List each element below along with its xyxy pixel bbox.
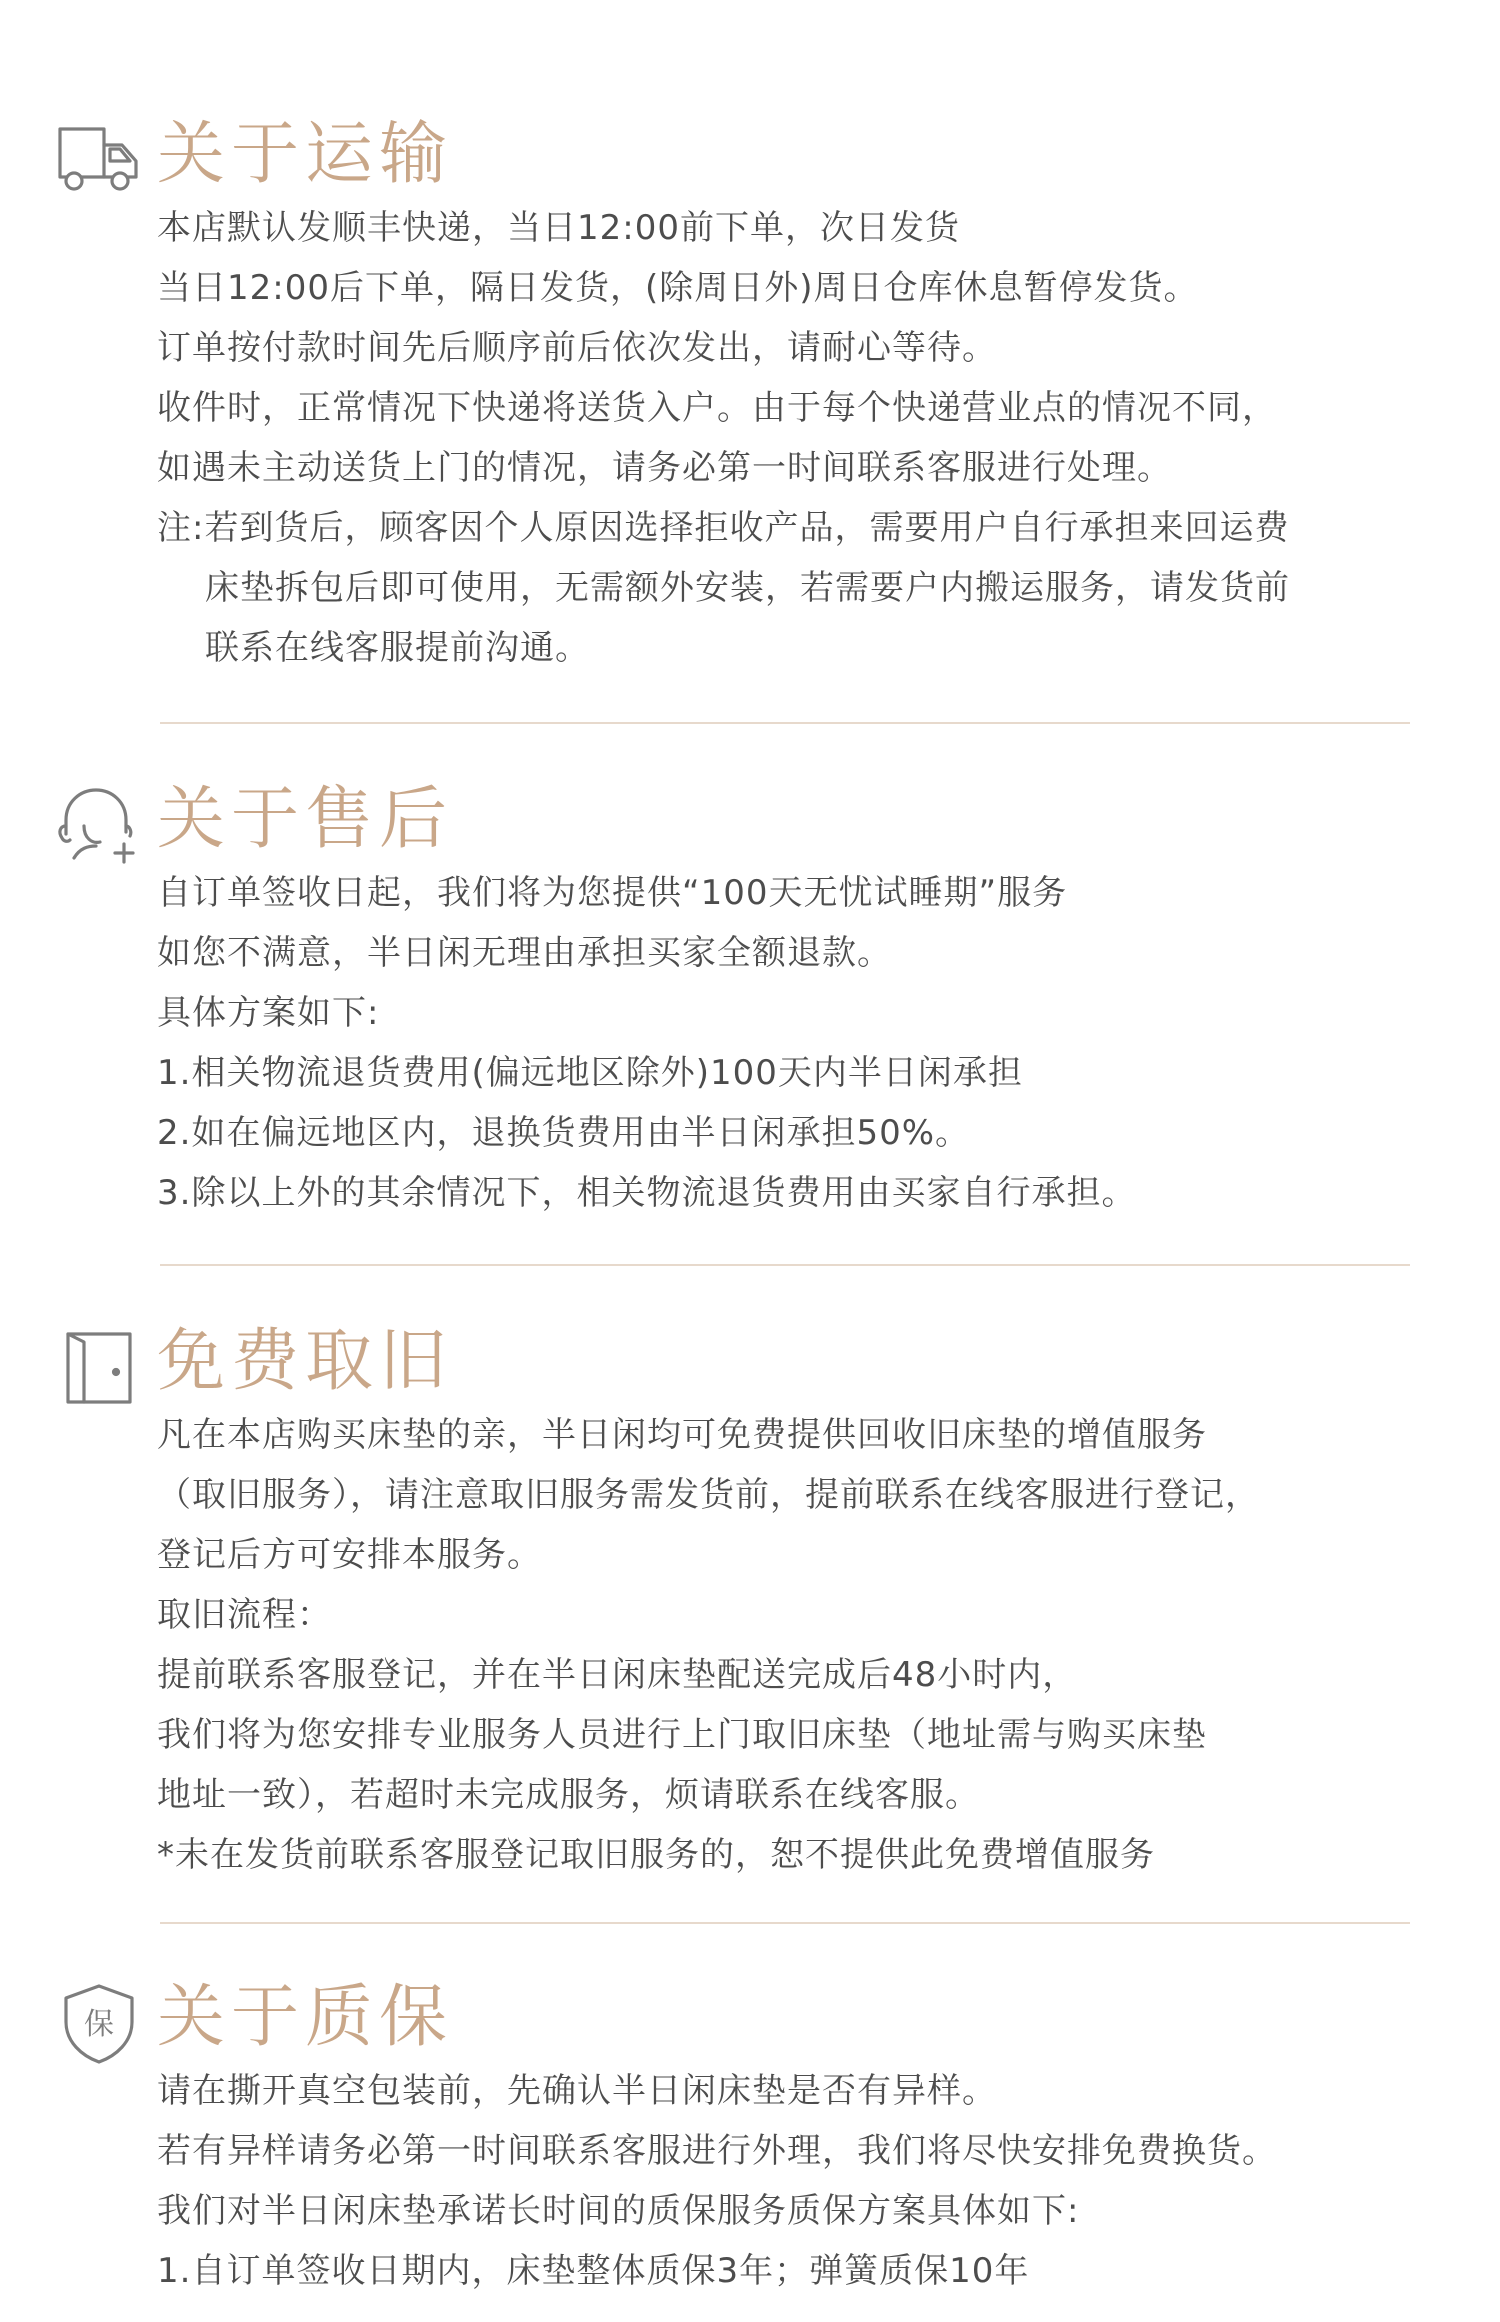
door-icon <box>54 1322 144 1412</box>
section-body <box>157 1405 1457 1885</box>
section-body <box>157 863 1457 1223</box>
customer-service-icon <box>54 780 144 870</box>
body-line: 如遇未主动送货上门的情况，请务必第一时间联系客服进行处理。 <box>157 448 1172 488</box>
section-divider <box>160 1922 1410 1924</box>
body-line: 本店默认发顺丰快递，当日12:00前下单，次日发货 <box>157 208 960 248</box>
warranty-shield-icon <box>54 1978 144 2068</box>
body-line: （取旧服务），请注意取旧服务需发货前，提前联系在线客服进行登记， <box>157 1475 1260 1515</box>
section-title: 关于质保 <box>157 1978 454 2057</box>
body-line: 1.自订单签收日期内，床垫整体质保3年；弹簧质保10年 <box>157 2251 1030 2291</box>
body-line: 具体方案如下: <box>157 993 380 1033</box>
section-body <box>157 198 1457 678</box>
section-body <box>157 2061 1457 2301</box>
body-line: 3.除以上外的其余情况下，相关物流退货费用由买家自行承担。 <box>157 1173 1137 1213</box>
body-line: 请在撕开真空包装前，先确认半日闲床垫是否有异样。 <box>157 2071 997 2111</box>
body-line: 自订单签收日起，我们将为您提供“100天无忧试睡期”服务 <box>157 873 1068 913</box>
body-line: 如您不满意，半日闲无理由承担买家全额退款。 <box>157 933 892 973</box>
body-line: 取旧流程： <box>157 1595 332 1635</box>
body-line: 登记后方可安排本服务。 <box>157 1535 542 1575</box>
truck-icon <box>54 115 144 205</box>
body-line: 我们将为您安排专业服务人员进行上门取旧床垫（地址需与购买床垫 <box>157 1715 1207 1755</box>
section-divider <box>160 1264 1410 1266</box>
body-line: 我们对半日闲床垫承诺长时间的质保服务质保方案具体如下: <box>157 2191 1080 2231</box>
section-title: 关于售后 <box>157 780 454 859</box>
section-divider <box>160 722 1410 724</box>
body-line: 联系在线客服提前沟通。 <box>205 628 590 668</box>
body-line: 订单按付款时间先后顺序前后依次发出，请耐心等待。 <box>157 328 997 368</box>
section-title: 关于运输 <box>157 115 454 194</box>
body-line: *未在发货前联系客服登记取旧服务的，恕不提供此免费增值服务 <box>157 1835 1155 1875</box>
warranty-icon-label: 保 <box>84 2007 114 2042</box>
body-line: 注:若到货后，顾客因个人原因选择拒收产品，需要用户自行承担来回运费 <box>157 508 1290 548</box>
body-line: 若有异样请务必第一时间联系客服进行外理，我们将尽快安排免费换货。 <box>157 2131 1277 2171</box>
body-line: 地址一致），若超时未完成服务，烦请联系在线客服。 <box>157 1775 980 1815</box>
body-line: 2.如在偏远地区内，退换货费用由半日闲承担50%。 <box>157 1113 971 1153</box>
body-line: 凡在本店购买床垫的亲，半日闲均可免费提供回收旧床垫的增值服务 <box>157 1415 1207 1455</box>
body-line: 提前联系客服登记，并在半日闲床垫配送完成后48小时内， <box>157 1655 1078 1695</box>
body-line: 1.相关物流退货费用(偏远地区除外)100天内半日闲承担 <box>157 1053 1023 1093</box>
body-line: 收件时，正常情况下快递将送货入户。由于每个快递营业点的情况不同， <box>157 388 1277 428</box>
body-line: 床垫拆包后即可使用，无需额外安装，若需要户内搬运服务，请发货前 <box>205 568 1290 608</box>
body-line: 当日12:00后下单，隔日发货，(除周日外)周日仓库休息暂停发货。 <box>157 268 1199 308</box>
section-title: 免费取旧 <box>157 1322 454 1401</box>
